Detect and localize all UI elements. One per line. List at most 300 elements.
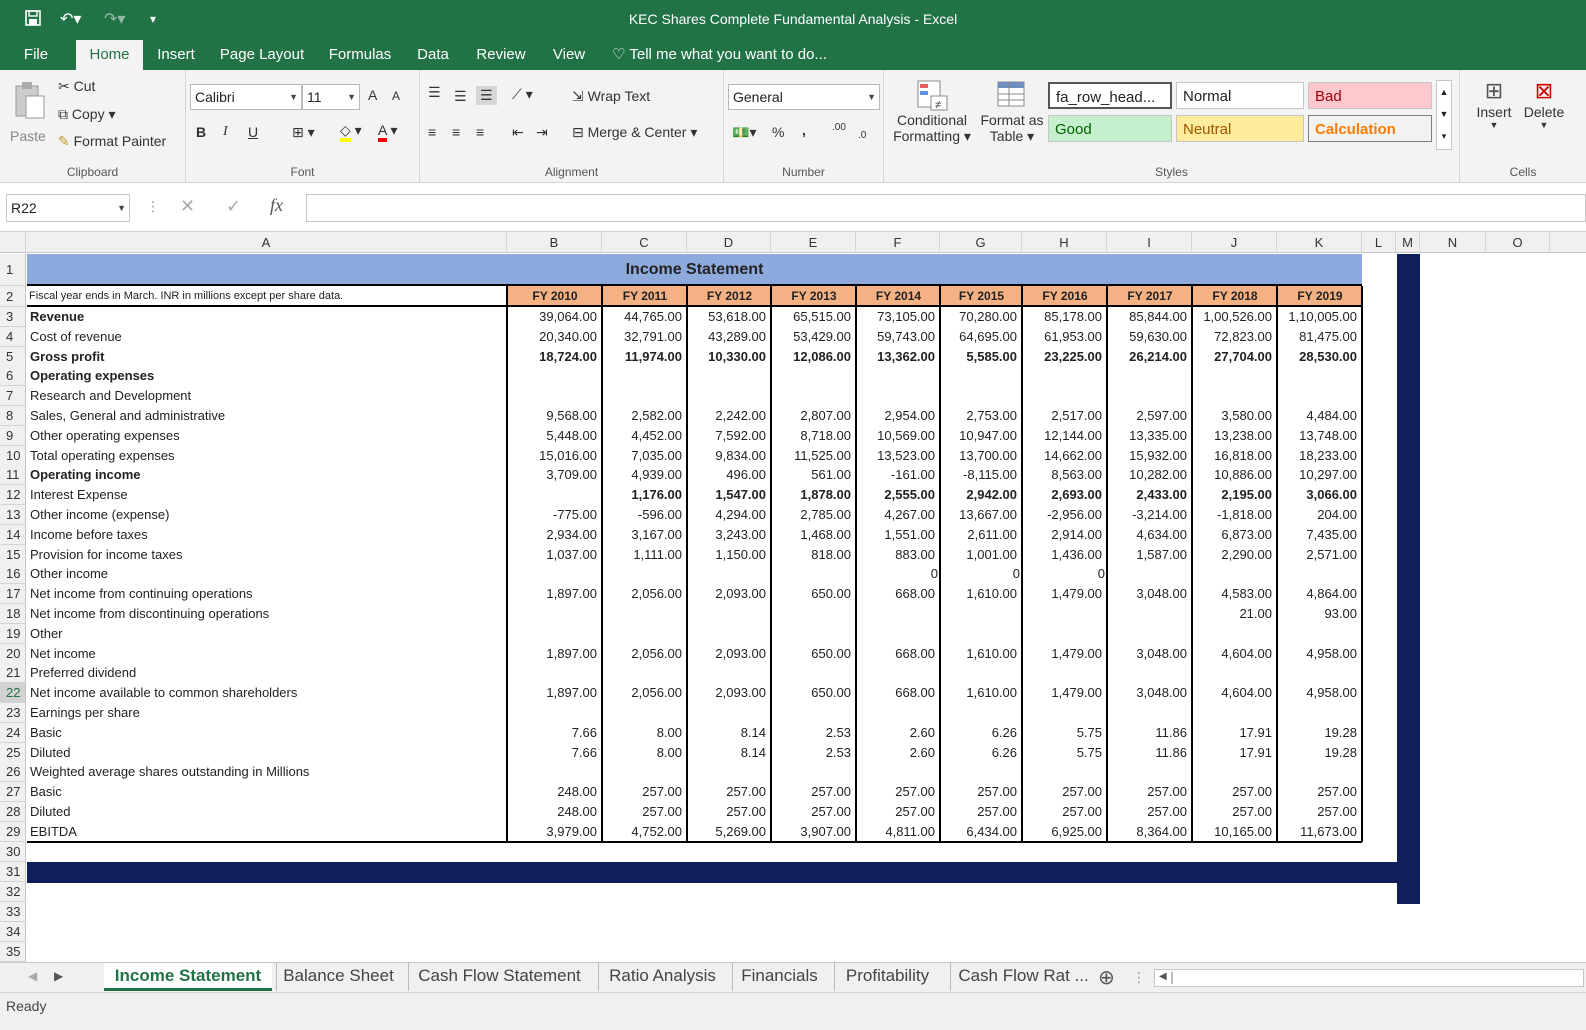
table-cell[interactable] (1023, 624, 1106, 644)
sheet-tab[interactable]: Balance Sheet (276, 963, 400, 991)
row-header[interactable]: 2 (0, 286, 26, 307)
table-cell[interactable]: 2,242.00 (715, 408, 766, 423)
table-cell[interactable]: 6.26 (991, 724, 1017, 740)
row-header[interactable]: 8 (0, 406, 26, 426)
table-cell[interactable]: 4,583.00 (1221, 586, 1272, 602)
table-cell[interactable]: 20,340.00 (539, 328, 597, 344)
table-cell[interactable]: 1,111.00 (633, 546, 682, 562)
table-cell[interactable]: 1,436.00 (1051, 546, 1102, 562)
table-cell[interactable]: 10,165.00 (1214, 823, 1272, 839)
bold-button[interactable]: B (196, 124, 207, 140)
row-header[interactable]: 21 (0, 663, 26, 683)
table-cell[interactable]: 257.00 (1062, 804, 1102, 819)
row-header[interactable]: 27 (0, 782, 26, 802)
table-cell[interactable] (508, 663, 601, 683)
row-header[interactable]: 24 (0, 723, 26, 743)
shrink-font-button[interactable]: A (392, 89, 401, 103)
increase-decimal-button[interactable] (832, 122, 846, 133)
table-cell[interactable]: 1,479.00 (1051, 586, 1102, 602)
table-cell[interactable]: 81,475.00 (1299, 328, 1357, 344)
year-header[interactable]: FY 2015 (941, 286, 1022, 307)
borders-button[interactable]: ⊞ ▾ (292, 124, 315, 140)
table-cell[interactable]: 883.00 (895, 546, 935, 562)
table-cell[interactable]: 4,958.00 (1306, 645, 1357, 661)
column-header-f[interactable]: F (856, 232, 940, 253)
row-header[interactable]: 34 (0, 922, 26, 942)
table-cell[interactable]: 248.00 (557, 784, 597, 800)
redo-icon[interactable]: ↷▾ (104, 11, 126, 28)
table-cell[interactable] (1193, 624, 1276, 644)
table-cell[interactable]: 257.00 (1147, 804, 1187, 819)
bottom-align-icon[interactable]: ☰ (476, 86, 497, 105)
table-cell[interactable]: 18,233.00 (1299, 447, 1357, 463)
table-cell[interactable]: 26,214.00 (1129, 348, 1187, 364)
table-cell[interactable] (688, 564, 770, 584)
table-cell[interactable]: 10,282.00 (1129, 467, 1187, 483)
row-label[interactable]: Net income available to common shareholders (30, 685, 298, 701)
formula-input[interactable] (306, 194, 1586, 222)
table-cell[interactable]: 17.91 (1239, 724, 1272, 740)
row-header[interactable]: 4 (0, 327, 26, 347)
row-header[interactable]: 14 (0, 525, 26, 545)
year-header[interactable]: FY 2013 (772, 286, 856, 307)
table-cell[interactable]: 2,290.00 (1221, 546, 1272, 562)
font-size-select[interactable] (302, 84, 360, 110)
row-label[interactable]: Net income (30, 645, 96, 661)
table-cell[interactable]: 561.00 (811, 467, 851, 483)
table-cell[interactable] (941, 366, 1021, 386)
table-cell[interactable] (1193, 564, 1276, 584)
insert-function-button[interactable]: fx (270, 195, 283, 215)
table-cell[interactable]: 2,571.00 (1306, 546, 1357, 562)
row-label[interactable]: Total operating expenses (30, 447, 175, 463)
table-cell[interactable] (1278, 703, 1361, 723)
table-cell[interactable]: 2.53 (825, 724, 851, 740)
table-cell[interactable]: 668.00 (895, 645, 935, 661)
table-cell[interactable]: 9,568.00 (546, 408, 597, 423)
merge-center-button[interactable]: ⊟ Merge & Center ▾ (572, 124, 698, 140)
style-calculation[interactable]: Calculation (1308, 115, 1432, 142)
table-cell[interactable] (508, 703, 601, 723)
table-cell[interactable]: 2,914.00 (1051, 526, 1102, 542)
row-header[interactable]: 13 (0, 505, 26, 525)
row-header[interactable]: 33 (0, 902, 26, 922)
table-cell[interactable]: 257.00 (1062, 784, 1102, 800)
table-cell[interactable]: 5,585.00 (966, 348, 1017, 364)
table-cell[interactable]: 2,934.00 (546, 526, 597, 542)
sheet-tab[interactable]: Financials (732, 963, 826, 991)
table-cell[interactable]: 4,484.00 (1306, 408, 1357, 423)
table-cell[interactable]: 10,330.00 (708, 348, 766, 364)
table-cell[interactable]: 0 (1012, 566, 1020, 582)
table-cell[interactable]: -1,818.00 (1217, 507, 1272, 522)
tab-home[interactable]: Home (76, 40, 143, 70)
table-cell[interactable] (1278, 386, 1361, 406)
table-cell[interactable] (603, 703, 686, 723)
sheet-title[interactable]: Income Statement (27, 254, 1362, 286)
row-header[interactable]: 30 (0, 842, 26, 862)
comma-button[interactable]: , (802, 122, 806, 138)
table-cell[interactable]: 8,563.00 (1051, 467, 1102, 483)
table-cell[interactable]: 5.75 (1076, 724, 1102, 740)
table-cell[interactable]: 1,10,005.00 (1288, 309, 1357, 324)
table-cell[interactable]: 2,056.00 (631, 586, 682, 602)
table-cell[interactable]: 18,724.00 (539, 348, 597, 364)
column-header-a[interactable]: A (26, 232, 507, 253)
table-cell[interactable] (1108, 624, 1191, 644)
table-cell[interactable]: 73,105.00 (877, 309, 935, 324)
table-cell[interactable]: 21.00 (1239, 606, 1272, 621)
table-cell[interactable]: 8.00 (656, 744, 682, 760)
table-cell[interactable]: 44,765.00 (624, 309, 682, 324)
table-cell[interactable]: 650.00 (811, 685, 851, 701)
table-cell[interactable]: 8.00 (656, 724, 682, 740)
table-cell[interactable]: 1,479.00 (1051, 685, 1102, 701)
increase-indent-icon[interactable]: ⇥ (536, 124, 548, 140)
tell-me-search[interactable] (612, 40, 842, 70)
table-cell[interactable] (1193, 386, 1276, 406)
row-header[interactable]: 29 (0, 822, 26, 842)
table-cell[interactable]: 4,267.00 (884, 507, 935, 522)
table-cell[interactable]: 11,673.00 (1300, 823, 1357, 839)
table-cell[interactable]: 1,150.00 (715, 546, 766, 562)
orientation-icon[interactable]: ⟋ ▾ (512, 86, 533, 102)
table-cell[interactable]: 1,547.00 (715, 487, 766, 503)
table-cell[interactable] (508, 624, 601, 644)
table-cell[interactable]: 85,844.00 (1129, 309, 1187, 324)
table-cell[interactable]: 72,823.00 (1214, 328, 1272, 344)
tab-data[interactable]: Data (417, 46, 449, 63)
row-header[interactable]: 31 (0, 862, 26, 882)
add-sheet-icon[interactable]: ⊕ (1098, 967, 1115, 989)
table-cell[interactable]: 8.14 (740, 724, 766, 740)
table-cell[interactable]: 10,947.00 (959, 427, 1017, 443)
table-cell[interactable]: 9,834.00 (715, 447, 766, 463)
table-cell[interactable]: 257.00 (642, 804, 682, 819)
table-cell[interactable] (603, 604, 686, 624)
table-cell[interactable]: 11,525.00 (794, 447, 851, 463)
table-cell[interactable] (1108, 703, 1191, 723)
table-cell[interactable]: 650.00 (811, 586, 851, 602)
table-cell[interactable]: 4,958.00 (1306, 685, 1357, 701)
table-cell[interactable]: 2,597.00 (1136, 408, 1187, 423)
table-cell[interactable] (1278, 624, 1361, 644)
scroll-right-icon[interactable]: ▶ (54, 969, 64, 983)
row-label[interactable]: EBITDA (30, 823, 77, 839)
table-cell[interactable]: 0 (1097, 566, 1105, 582)
table-cell[interactable]: 4,752.00 (631, 823, 682, 839)
column-header-b[interactable]: B (507, 232, 602, 253)
table-cell[interactable]: 8,718.00 (800, 427, 851, 443)
year-header[interactable]: FY 2019 (1278, 286, 1362, 307)
format-painter-button[interactable] (58, 133, 166, 150)
table-cell[interactable]: 2,942.00 (966, 487, 1017, 503)
row-label[interactable]: Weighted average shares outstanding in Millions (30, 764, 310, 780)
style-normal[interactable]: Normal (1176, 82, 1304, 109)
cancel-icon[interactable]: ✕ (180, 196, 196, 216)
table-cell[interactable]: 7.66 (571, 724, 597, 740)
table-cell[interactable]: 13,238.00 (1214, 427, 1272, 443)
table-cell[interactable]: 257.00 (1232, 784, 1272, 800)
table-cell[interactable]: 2.53 (825, 744, 851, 760)
table-cell[interactable]: 14,662.00 (1044, 447, 1102, 463)
table-cell[interactable]: 5.75 (1076, 744, 1102, 760)
table-cell[interactable]: 19.28 (1324, 744, 1357, 760)
italic-button[interactable]: I (223, 124, 228, 139)
tab-formulas[interactable]: Formulas (328, 46, 392, 63)
table-cell[interactable]: 1,878.00 (800, 487, 851, 503)
table-cell[interactable]: 3,167.00 (631, 526, 682, 542)
grow-font-button[interactable]: A (368, 87, 378, 103)
row-label[interactable]: Other income (expense) (30, 507, 170, 522)
table-cell[interactable]: 10,297.00 (1299, 467, 1357, 483)
table-cell[interactable]: 27,704.00 (1214, 348, 1272, 364)
table-cell[interactable]: 1,897.00 (546, 685, 597, 701)
table-cell[interactable]: 3,066.00 (1306, 487, 1357, 503)
row-label[interactable]: Diluted (30, 804, 71, 819)
table-cell[interactable]: 7.66 (571, 744, 597, 760)
table-cell[interactable] (1023, 366, 1106, 386)
table-cell[interactable]: 93.00 (1324, 606, 1357, 621)
align-center-icon[interactable]: ≡ (452, 124, 461, 140)
table-cell[interactable]: 15,932.00 (1129, 447, 1187, 463)
number-format-select[interactable] (728, 84, 880, 110)
column-header-m[interactable]: M (1396, 232, 1420, 253)
year-header[interactable]: FY 2012 (688, 286, 771, 307)
table-cell[interactable]: 2,753.00 (966, 408, 1017, 423)
row-label[interactable]: Other (30, 625, 63, 641)
table-cell[interactable]: 0 (930, 566, 938, 582)
table-cell[interactable] (508, 762, 601, 782)
column-header-h[interactable]: H (1022, 232, 1107, 253)
table-cell[interactable]: 13,700.00 (959, 447, 1017, 463)
table-cell[interactable]: 1,610.00 (966, 645, 1017, 661)
table-cell[interactable]: 257.00 (895, 804, 935, 819)
table-cell[interactable]: 257.00 (726, 804, 766, 819)
year-header[interactable]: FY 2018 (1193, 286, 1277, 307)
table-cell[interactable] (1193, 366, 1276, 386)
row-label[interactable]: Interest Expense (30, 487, 128, 503)
table-cell[interactable] (688, 366, 770, 386)
underline-button[interactable]: U (248, 124, 259, 140)
table-cell[interactable]: 7,592.00 (715, 427, 766, 443)
row-label[interactable]: Basic (30, 724, 62, 740)
table-cell[interactable]: 257.00 (811, 804, 851, 819)
table-cell[interactable]: 668.00 (895, 586, 935, 602)
row-label[interactable]: Preferred dividend (30, 665, 137, 681)
table-cell[interactable]: 1,587.00 (1136, 546, 1187, 562)
table-cell[interactable]: 17.91 (1239, 744, 1272, 760)
table-cell[interactable]: 3,907.00 (800, 823, 851, 839)
insert-cells-button[interactable] (1470, 78, 1518, 130)
table-cell[interactable]: 2,093.00 (715, 586, 766, 602)
row-header[interactable]: 25 (0, 743, 26, 763)
row-header[interactable]: 1 (0, 254, 26, 286)
table-cell[interactable] (1023, 762, 1106, 782)
table-cell[interactable]: 28,530.00 (1299, 348, 1357, 364)
table-cell[interactable]: 1,610.00 (966, 586, 1017, 602)
table-cell[interactable]: 10,886.00 (1214, 467, 1272, 483)
row-label[interactable]: Diluted (30, 744, 71, 760)
year-header[interactable]: FY 2014 (857, 286, 940, 307)
row-label[interactable]: Operating income (30, 467, 141, 483)
table-cell[interactable]: 2,611.00 (967, 526, 1017, 542)
year-header[interactable]: FY 2016 (1023, 286, 1107, 307)
table-cell[interactable]: 3,048.00 (1136, 685, 1187, 701)
horizontal-scrollbar[interactable] (1154, 969, 1584, 987)
table-cell[interactable] (772, 624, 855, 644)
table-cell[interactable] (772, 386, 855, 406)
table-cell[interactable] (603, 624, 686, 644)
row-label[interactable]: Gross profit (30, 348, 105, 364)
table-cell[interactable]: 11.86 (1155, 724, 1187, 740)
row-label[interactable]: Provision for income taxes (30, 546, 183, 562)
table-cell[interactable]: 53,429.00 (793, 328, 851, 344)
table-cell[interactable] (1023, 703, 1106, 723)
undo-icon[interactable]: ↶▾ (60, 11, 82, 28)
table-cell[interactable] (1108, 762, 1191, 782)
table-cell[interactable]: 3,580.00 (1221, 408, 1272, 423)
font-color-button[interactable]: A ▾ (378, 122, 398, 139)
table-cell[interactable]: 257.00 (1317, 804, 1357, 819)
percent-button[interactable]: % (772, 124, 785, 140)
table-cell[interactable]: 2.60 (909, 744, 935, 760)
table-cell[interactable]: 6,925.00 (1051, 823, 1102, 839)
table-cell[interactable]: 257.00 (811, 784, 851, 800)
fill-color-button[interactable]: ◇ ▾ (340, 122, 362, 139)
table-cell[interactable] (1193, 762, 1276, 782)
table-cell[interactable] (508, 366, 601, 386)
table-cell[interactable]: 2,693.00 (1051, 487, 1102, 503)
table-cell[interactable]: 59,743.00 (877, 328, 935, 344)
conditional-formatting-button[interactable] (890, 78, 974, 158)
table-cell[interactable]: 8,364.00 (1136, 823, 1187, 839)
table-cell[interactable] (941, 386, 1021, 406)
table-cell[interactable]: 257.00 (1232, 804, 1272, 819)
table-cell[interactable] (603, 762, 686, 782)
table-cell[interactable]: 23,225.00 (1044, 348, 1102, 364)
row-label[interactable]: Sales, General and administrative (30, 408, 226, 423)
column-header-k[interactable]: K (1277, 232, 1362, 253)
row-header[interactable]: 26 (0, 762, 26, 782)
table-cell[interactable]: 13,362.00 (877, 348, 935, 364)
table-cell[interactable]: 4,864.00 (1306, 586, 1357, 602)
row-label[interactable]: Other income (30, 566, 109, 582)
table-cell[interactable] (941, 762, 1021, 782)
table-cell[interactable]: 1,610.00 (966, 685, 1017, 701)
table-cell[interactable]: 1,468.00 (800, 526, 851, 542)
table-cell[interactable]: 15,016.00 (539, 447, 597, 463)
table-cell[interactable] (1108, 604, 1191, 624)
table-cell[interactable] (772, 366, 855, 386)
enter-icon[interactable]: ✓ (226, 196, 242, 216)
scroll-thumb[interactable] (1171, 972, 1173, 984)
table-cell[interactable] (941, 624, 1021, 644)
year-header[interactable]: FY 2011 (603, 286, 687, 307)
table-cell[interactable]: 13,667.00 (959, 507, 1017, 522)
table-subtitle[interactable]: Fiscal year ends in March. INR in millions except per share data. (27, 286, 507, 307)
table-cell[interactable]: 1,037.00 (546, 546, 597, 562)
table-cell[interactable]: -775.00 (552, 507, 597, 522)
table-cell[interactable] (772, 604, 855, 624)
table-cell[interactable] (688, 624, 770, 644)
row-header[interactable]: 15 (0, 545, 26, 565)
table-cell[interactable] (603, 564, 686, 584)
table-cell[interactable]: 2.60 (909, 724, 935, 740)
row-header[interactable]: 28 (0, 802, 26, 822)
table-cell[interactable] (772, 762, 855, 782)
table-cell[interactable]: -161.00 (890, 467, 935, 483)
table-cell[interactable]: 5,448.00 (546, 427, 597, 443)
table-cell[interactable] (1193, 663, 1276, 683)
table-cell[interactable]: 64,695.00 (959, 328, 1017, 344)
style-bad[interactable]: Bad (1308, 82, 1432, 109)
style-neutral[interactable]: Neutral (1176, 115, 1304, 142)
table-cell[interactable] (603, 663, 686, 683)
table-cell[interactable]: 53,618.00 (708, 309, 766, 324)
table-cell[interactable] (772, 663, 855, 683)
tab-file[interactable]: File (23, 46, 49, 63)
table-cell[interactable]: 4,294.00 (715, 507, 766, 522)
table-cell[interactable]: 1,001.00 (966, 546, 1017, 562)
table-cell[interactable]: 496.00 (726, 467, 766, 483)
row-header[interactable]: 35 (0, 942, 26, 962)
scroll-left-icon[interactable]: ◀ (28, 969, 38, 983)
table-cell[interactable] (1278, 762, 1361, 782)
table-cell[interactable]: 1,897.00 (546, 645, 597, 661)
table-cell[interactable]: -2,956.00 (1047, 507, 1102, 522)
table-cell[interactable]: 257.00 (977, 804, 1017, 819)
styles-scroll[interactable]: ▲ ▼ ▾ (1436, 80, 1452, 150)
table-cell[interactable] (1278, 366, 1361, 386)
table-cell[interactable]: 65,515.00 (793, 309, 851, 324)
row-header[interactable]: 16 (0, 564, 26, 584)
row-label[interactable]: Revenue (30, 309, 85, 324)
sheet-tab[interactable]: Cash Flow Statement (408, 963, 590, 991)
table-cell[interactable]: 4,452.00 (631, 427, 682, 443)
select-all-corner[interactable] (0, 232, 26, 253)
table-cell[interactable]: 818.00 (811, 546, 851, 562)
table-cell[interactable] (941, 703, 1021, 723)
column-header-l[interactable]: L (1362, 232, 1396, 253)
table-cell[interactable]: 2,195.00 (1221, 487, 1272, 503)
table-cell[interactable]: 6.26 (991, 744, 1017, 760)
year-header[interactable]: FY 2010 (508, 286, 602, 307)
row-header[interactable]: 32 (0, 882, 26, 902)
row-header[interactable]: 9 (0, 426, 26, 446)
table-cell[interactable]: 2,807.00 (800, 408, 851, 423)
table-cell[interactable] (1108, 386, 1191, 406)
row-header[interactable]: 7 (0, 386, 26, 406)
row-label[interactable]: Income before taxes (30, 526, 148, 542)
table-cell[interactable]: 39,064.00 (539, 309, 597, 324)
table-cell[interactable]: 32,791.00 (624, 328, 682, 344)
tab-insert[interactable]: Insert (157, 46, 195, 63)
table-cell[interactable]: 3,048.00 (1136, 586, 1187, 602)
row-header[interactable]: 17 (0, 584, 26, 604)
paste-button[interactable] (8, 78, 48, 164)
table-cell[interactable]: 3,709.00 (546, 467, 597, 483)
row-label[interactable]: Cost of revenue (30, 328, 122, 344)
table-cell[interactable]: 6,434.00 (966, 823, 1017, 839)
table-cell[interactable]: 16,818.00 (1214, 447, 1272, 463)
column-header-i[interactable]: I (1107, 232, 1192, 253)
table-cell[interactable]: 257.00 (977, 784, 1017, 800)
cut-button[interactable] (58, 78, 95, 95)
sheet-tab[interactable]: Income Statement (104, 963, 272, 991)
table-cell[interactable] (857, 366, 939, 386)
delete-cells-button[interactable] (1518, 78, 1570, 130)
